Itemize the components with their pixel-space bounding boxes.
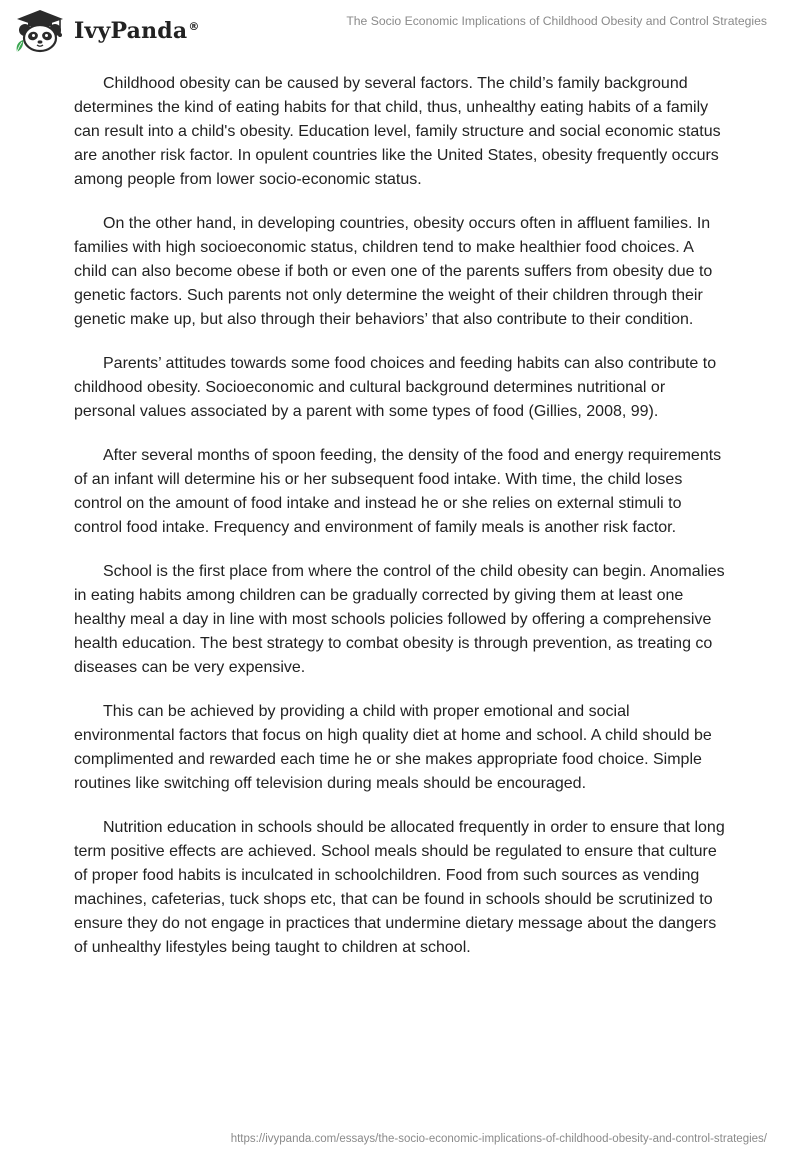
- paragraph-7: Nutrition education in schools should be allocated frequently in order to ensure that long term positive effects are achieved. School meals should be regulated to ensure that culture of proper food habits is inculcated in schoolchildren. Food from such sources as vending machines, cafeterias, tuck shops etc, that can be found in schools should be scrutinized to ensure they do not engage in practices that undermine dietary message about the dangers of unhealthy lifestyles being taught to children at school.: [74, 819, 725, 956]
- paragraph-3: Parents’ attitudes towards some food choices and feeding habits can also contribute to childhood obesity. Socioeconomic and cultural background determines nutritional or personal values associated by a parent with some types of food (Gillies, 2008, 99).: [74, 355, 717, 420]
- source-url-link[interactable]: https://ivypanda.com/essays/the-socio-economic-implications-of-childhood-obesity-and-control-strategies/: [230, 1133, 767, 1145]
- registered-mark: ®: [188, 19, 200, 33]
- logo-text: IvyPanda®: [74, 18, 200, 44]
- paragraph-4: After several months of spoon feeding, the density of the food and energy requirements of an infant will determine his or her subsequent food intake. With time, the child loses control on the amount of food intake and instead he or she relies on external stimuli to control food intake. Frequency and environment of family meals is another risk factor.: [74, 447, 722, 536]
- essay-body: [74, 72, 726, 980]
- paragraph-2: On the other hand, in developing countries, obesity occurs often in affluent families. In families with high socioeconomic status, children tend to make healthier food choices. A child can also become obese if both or even one of the parents suffers from obesity due to genetic factors. Such parents not only determine the weight of their children through their genetic make up, but also through their behaviors’ that also contribute to their condition.: [74, 215, 713, 328]
- paragraph-6: This can be achieved by providing a child with proper emotional and social environmental factors that focus on high quality diet at home and school. A child should be complimented and rewarded each time he or she makes appropriate food choice. Simple routines like switching off television during meals should be encouraged.: [74, 703, 712, 792]
- document-title: The Socio Economic Implications of Childhood Obesity and Control Strategies: [346, 14, 767, 28]
- page-header: [0, 0, 800, 60]
- panda-graduate-icon: [14, 8, 66, 54]
- paragraph-1: Childhood obesity can be caused by several factors. The child’s family background determines the kind of eating habits for that child, thus, unhealthy eating habits of a family can result into a child's obesity. Education level, family structure and social economic status are another risk factor. In opulent countries like the United States, obesity frequently occurs among people from lower socio-economic status.: [74, 75, 721, 188]
- ivypanda-logo[interactable]: [14, 8, 200, 54]
- paragraph-5: School is the first place from where the control of the child obesity can begin. Anomalies in eating habits among children can be gradually corrected by giving them at least one healthy meal a day in line with most schools policies followed by offering a comprehensive health education. The best strategy to combat obesity is through prevention, as treating co diseases can be very expensive.: [74, 563, 725, 676]
